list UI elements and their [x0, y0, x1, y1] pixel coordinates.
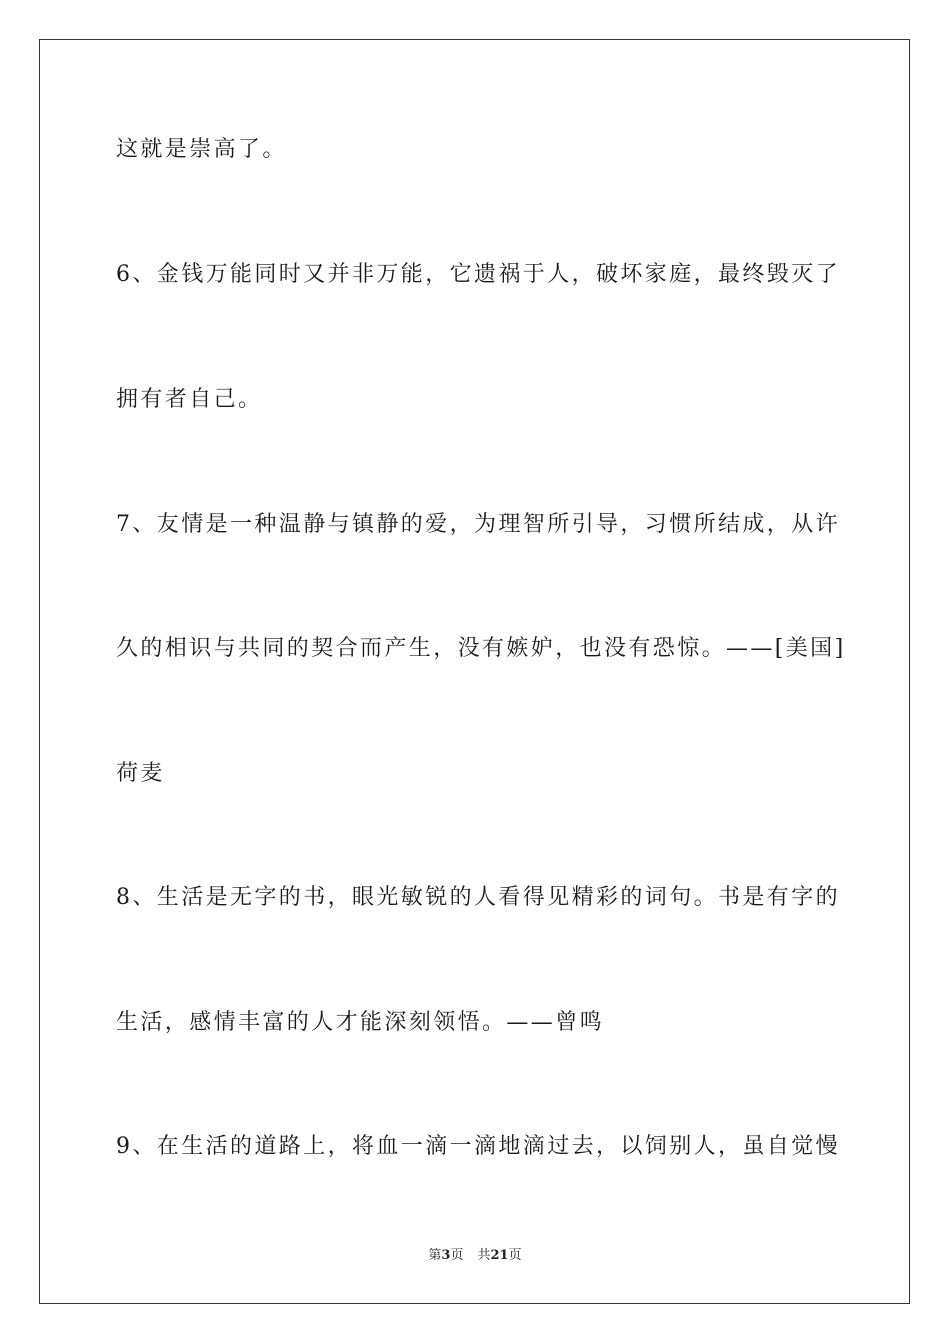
text-line-2: 6、金钱万能同时又并非万能，它遗祸于人，破坏家庭，最终毁灭了 [116, 262, 840, 287]
page-footer [0, 1247, 950, 1265]
text-line-8: 生活，感情丰富的人才能深刻领悟。——曾鸣 [116, 1010, 605, 1035]
text-line-4: 7、友情是一种温静与镇静的爱，为理智所引导，习惯所结成，从许 [116, 512, 840, 537]
page-suffix: 页 [450, 1248, 464, 1263]
text-line-7: 8、生活是无字的书，眼光敏锐的人看得见精彩的词句。书是有字的 [116, 885, 840, 910]
page-prefix: 第 [428, 1248, 442, 1263]
text-line-3: 拥有者自己。 [116, 387, 263, 412]
text-line-9: 9、在生活的道路上，将血一滴一滴地滴过去，以饲别人，虽自觉慢 [116, 1134, 840, 1159]
page-number: 3 [441, 1248, 451, 1263]
text-line-6: 荷麦 [116, 761, 165, 786]
total-suffix: 页 [508, 1248, 522, 1263]
total-prefix: 共 [477, 1248, 491, 1263]
page-border [39, 39, 910, 1304]
text-line-5: 久的相识与共同的契合而产生，没有嫉妒，也没有恐惊。——[美国] [116, 636, 846, 661]
total-pages: 21 [490, 1248, 509, 1263]
text-line-1: 这就是崇高了。 [116, 137, 287, 162]
